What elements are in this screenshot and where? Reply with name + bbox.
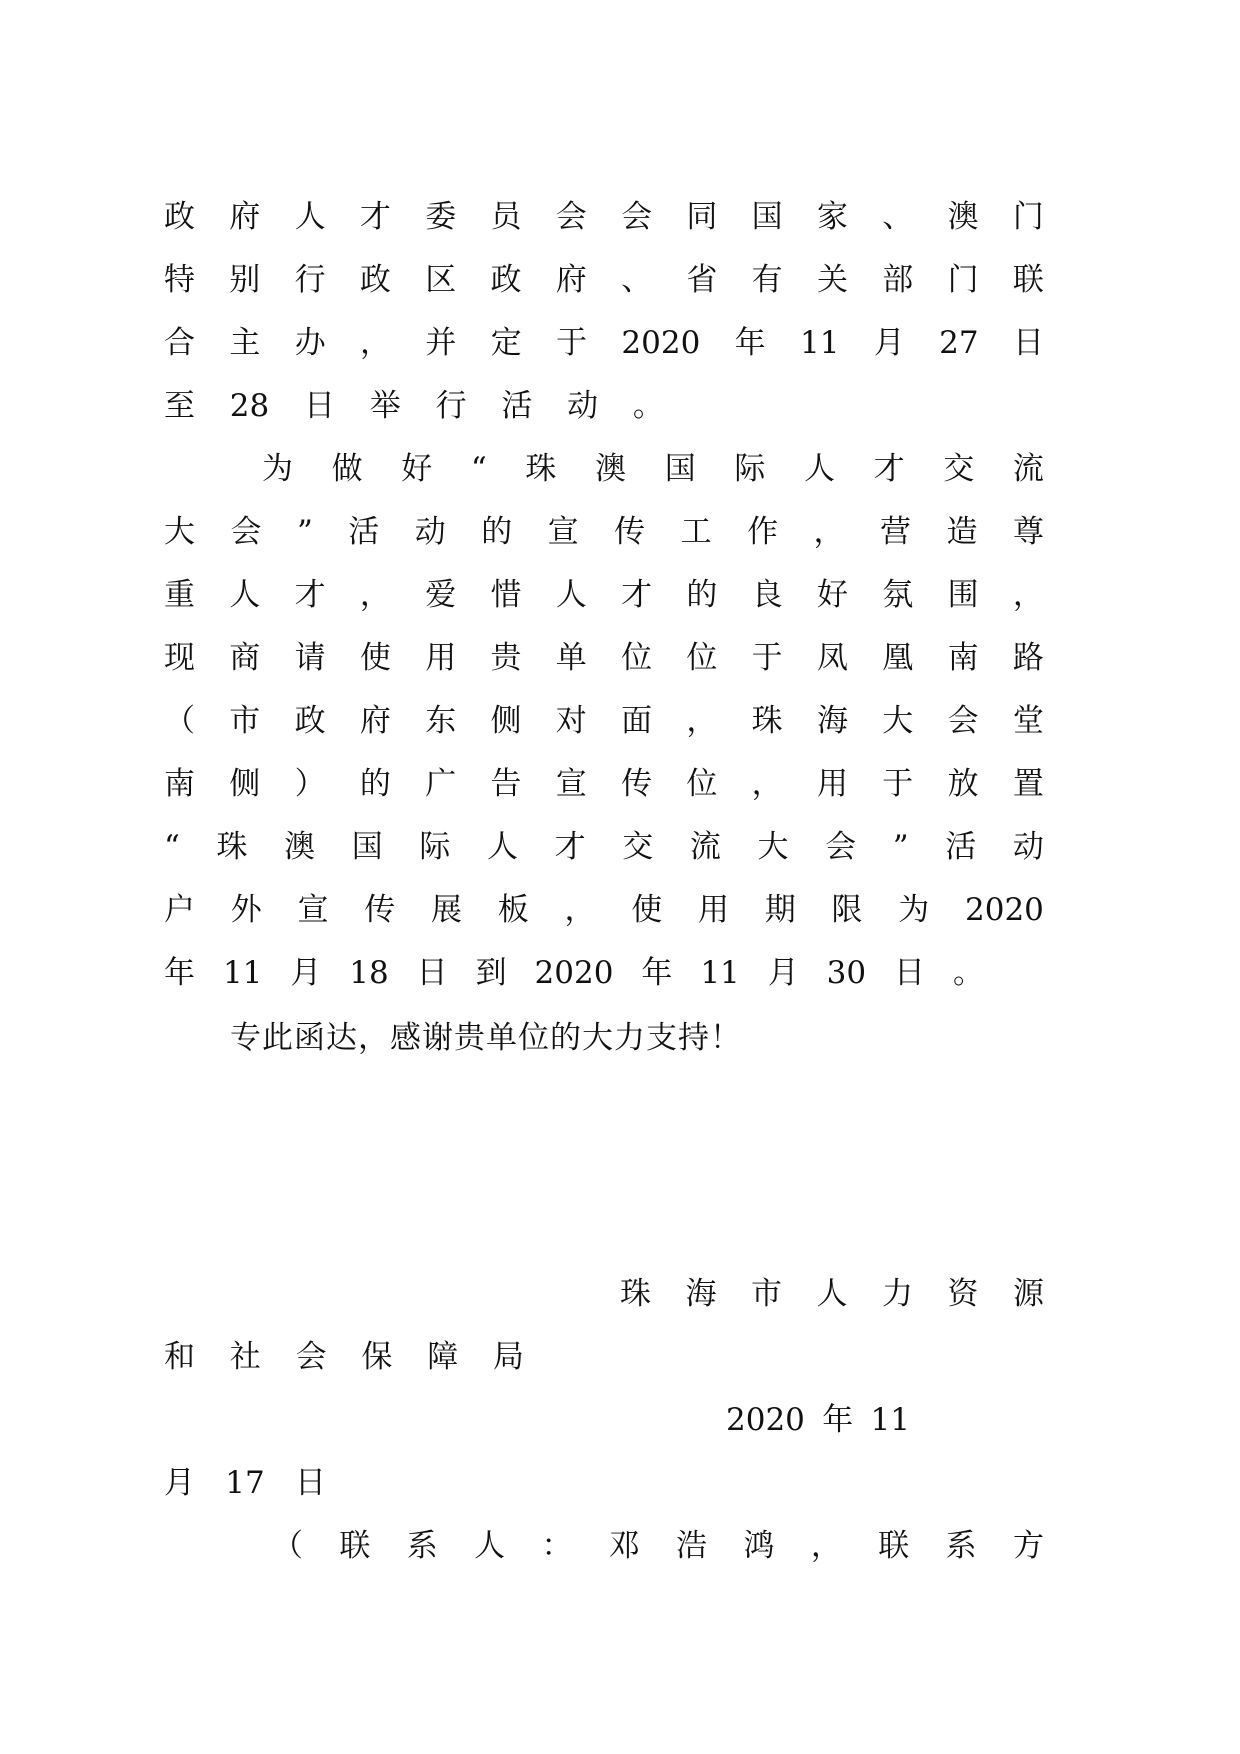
text-token: 珠 bbox=[620, 1276, 651, 1312]
text-token: 日 bbox=[304, 388, 336, 424]
text-token: 鸿 bbox=[743, 1528, 775, 1564]
text-token: 邓 bbox=[608, 1528, 640, 1564]
text-token: 府 bbox=[555, 262, 587, 298]
text-token: 月 bbox=[164, 1465, 195, 1501]
text-token: 国 bbox=[351, 829, 383, 865]
text-token: 位 bbox=[621, 640, 653, 676]
text-token: 至 bbox=[164, 388, 195, 424]
text-token: 会 bbox=[621, 199, 653, 235]
text-token: ” bbox=[892, 829, 909, 865]
text-token: 动 bbox=[414, 514, 446, 550]
text-token: 才 bbox=[359, 199, 391, 235]
text-token: 好 bbox=[816, 577, 848, 613]
body-line-6 bbox=[164, 500, 1044, 564]
body-line-4 bbox=[164, 374, 664, 438]
text-token: 堂 bbox=[1012, 703, 1044, 739]
text-token: 政 bbox=[359, 262, 391, 298]
text-token: 凤 bbox=[816, 640, 848, 676]
text-token: 活 bbox=[945, 829, 977, 865]
text-token: 的 bbox=[481, 514, 513, 550]
text-token: 良 bbox=[751, 577, 783, 613]
text-token: 并 bbox=[425, 325, 457, 361]
text-token: 大 bbox=[757, 829, 789, 865]
text-token: 门 bbox=[1012, 199, 1044, 235]
text-token: 为 bbox=[898, 892, 930, 928]
text-token: ， bbox=[686, 703, 718, 739]
text-token: 市 bbox=[229, 703, 261, 739]
text-token: 东 bbox=[425, 703, 457, 739]
text-token: 于 bbox=[556, 325, 588, 361]
text-token: 会 bbox=[825, 829, 857, 865]
text-token: 尊 bbox=[1012, 514, 1044, 550]
text-token: 系 bbox=[945, 1528, 977, 1564]
text-token: 请 bbox=[294, 640, 326, 676]
text-token: 传 bbox=[364, 892, 396, 928]
text-token: 年 bbox=[734, 325, 766, 361]
text-token: 浩 bbox=[676, 1528, 708, 1564]
text-token: 的 bbox=[686, 577, 718, 613]
text-token: 围 bbox=[947, 577, 979, 613]
text-token: 联 bbox=[1012, 262, 1044, 298]
text-token: 用 bbox=[425, 640, 457, 676]
date-line-2 bbox=[164, 1451, 326, 1515]
text-token: 举 bbox=[369, 388, 401, 424]
text-token: 特 bbox=[164, 262, 195, 298]
text-token: 面 bbox=[621, 703, 653, 739]
text-token: 17 bbox=[225, 1465, 265, 1501]
contact-line-1 bbox=[272, 1514, 1044, 1578]
text-token: 11 bbox=[700, 955, 740, 991]
text-token: ， bbox=[810, 1528, 842, 1564]
text-token: 会 bbox=[555, 199, 587, 235]
text-token: 氛 bbox=[882, 577, 914, 613]
text-token: 才 bbox=[621, 577, 653, 613]
text-token: ， bbox=[751, 766, 783, 802]
text-token: 惜 bbox=[490, 577, 522, 613]
text-token: 商 bbox=[229, 640, 261, 676]
text-token: 凰 bbox=[882, 640, 914, 676]
text-token: ） bbox=[294, 766, 326, 802]
text-token: 合 bbox=[164, 325, 195, 361]
text-token: 南 bbox=[947, 640, 979, 676]
text-token: 流 bbox=[1012, 451, 1044, 487]
body-line-3 bbox=[164, 311, 1044, 375]
text-token: 保 bbox=[361, 1339, 393, 1375]
text-token: 月 bbox=[873, 325, 905, 361]
text-token: 联 bbox=[339, 1528, 371, 1564]
text-token: （ bbox=[164, 703, 195, 739]
text-token: 交 bbox=[622, 829, 654, 865]
body-line-11 bbox=[164, 815, 1044, 879]
text-token: 政 bbox=[164, 199, 195, 235]
text-token: 人 bbox=[474, 1528, 506, 1564]
text-token: “ bbox=[164, 829, 180, 865]
text-token: （ bbox=[272, 1528, 303, 1564]
text-token: 行 bbox=[435, 388, 467, 424]
body-line-12 bbox=[164, 878, 1044, 942]
text-token: ， bbox=[1012, 577, 1044, 613]
text-token: 重 bbox=[164, 577, 195, 613]
text-token: 位 bbox=[686, 640, 718, 676]
text-token: 位 bbox=[686, 766, 718, 802]
text-token: 28 bbox=[229, 388, 270, 424]
text-token: 限 bbox=[831, 892, 863, 928]
text-token: 国 bbox=[664, 451, 696, 487]
text-token: 期 bbox=[764, 892, 796, 928]
text-token: 局 bbox=[492, 1339, 524, 1375]
signature-line-2 bbox=[164, 1325, 524, 1389]
text-token: 为 bbox=[262, 451, 293, 487]
text-token: 用 bbox=[816, 766, 848, 802]
text-token: 户 bbox=[164, 892, 195, 928]
text-token: ： bbox=[541, 1528, 573, 1564]
text-token: ” bbox=[296, 514, 313, 550]
text-token: 才 bbox=[873, 451, 905, 487]
text-token: ， bbox=[564, 892, 596, 928]
text-token: 置 bbox=[1012, 766, 1044, 802]
text-token: 家 bbox=[816, 199, 848, 235]
text-token: 传 bbox=[614, 514, 646, 550]
text-token: 有 bbox=[751, 262, 783, 298]
text-token: 2020 bbox=[621, 325, 701, 361]
text-token: 11 bbox=[800, 325, 840, 361]
text-token: 活 bbox=[501, 388, 533, 424]
body-line-2 bbox=[164, 248, 1044, 312]
text-token: 月 bbox=[767, 955, 799, 991]
text-token: 珠 bbox=[216, 829, 248, 865]
text-token: 大 bbox=[164, 514, 195, 550]
text-token: 府 bbox=[229, 199, 261, 235]
text-token: 国 bbox=[751, 199, 783, 235]
text-token: 员 bbox=[490, 199, 522, 235]
text-token: 市 bbox=[751, 1276, 782, 1312]
text-token: 区 bbox=[425, 262, 457, 298]
text-token: 11 bbox=[870, 1402, 910, 1438]
text-token: 现 bbox=[164, 640, 195, 676]
text-token: 人 bbox=[486, 829, 518, 865]
text-token: 和 bbox=[164, 1339, 195, 1375]
text-token: 府 bbox=[359, 703, 391, 739]
body-line-10 bbox=[164, 752, 1044, 816]
text-token: 广 bbox=[425, 766, 457, 802]
text-token: 大 bbox=[882, 703, 914, 739]
text-token: 澳 bbox=[595, 451, 627, 487]
text-token: 行 bbox=[294, 262, 326, 298]
text-token: 政 bbox=[490, 262, 522, 298]
text-token: “ bbox=[470, 451, 487, 487]
text-token: 社 bbox=[229, 1339, 261, 1375]
text-token: 、 bbox=[882, 199, 914, 235]
text-token: 展 bbox=[431, 892, 462, 928]
text-token: 人 bbox=[816, 1276, 848, 1312]
text-token: 人 bbox=[229, 577, 261, 613]
text-token: 2020 bbox=[534, 955, 614, 991]
text-token: 别 bbox=[229, 262, 261, 298]
text-token: 定 bbox=[490, 325, 522, 361]
text-token: 使 bbox=[359, 640, 391, 676]
text-token: 南 bbox=[164, 766, 195, 802]
text-token: 30 bbox=[826, 955, 867, 991]
closing-sentence: 专此函达，感谢贵单位的大力支持！ bbox=[230, 1020, 742, 1056]
text-token: 做 bbox=[331, 451, 363, 487]
text-token: 主 bbox=[229, 325, 261, 361]
text-token: 爱 bbox=[425, 577, 457, 613]
text-token: 澳 bbox=[947, 199, 979, 235]
text-token: 使 bbox=[631, 892, 663, 928]
text-token: 关 bbox=[816, 262, 848, 298]
body-line-5 bbox=[262, 437, 1044, 501]
text-token: ， bbox=[813, 514, 845, 550]
text-token: 日 bbox=[294, 1465, 326, 1501]
text-token: 18 bbox=[349, 955, 389, 991]
text-token: 于 bbox=[882, 766, 914, 802]
text-token: 才 bbox=[294, 577, 326, 613]
text-token: 日 bbox=[1012, 325, 1044, 361]
text-token: 方 bbox=[1012, 1528, 1044, 1564]
text-token: 人 bbox=[803, 451, 835, 487]
text-token: 资 bbox=[947, 1276, 979, 1312]
text-token: 系 bbox=[406, 1528, 438, 1564]
text-token: 工 bbox=[680, 514, 712, 550]
text-token: ， bbox=[360, 325, 392, 361]
text-token: 源 bbox=[1013, 1276, 1044, 1312]
text-token: 障 bbox=[427, 1339, 459, 1375]
text-token: 力 bbox=[882, 1276, 913, 1312]
text-token: 板 bbox=[497, 892, 529, 928]
text-token: 人 bbox=[294, 199, 326, 235]
text-token: 放 bbox=[947, 766, 979, 802]
text-token: 际 bbox=[419, 829, 451, 865]
text-token: 同 bbox=[686, 199, 718, 235]
body-line-7 bbox=[164, 563, 1044, 627]
text-token: 2020 bbox=[965, 892, 1044, 928]
text-token: ， bbox=[359, 577, 391, 613]
text-token: 会 bbox=[947, 703, 979, 739]
text-token: 年 bbox=[164, 955, 195, 991]
text-token: 省 bbox=[686, 262, 718, 298]
text-token: 。 bbox=[952, 955, 984, 991]
text-token: 好 bbox=[401, 451, 433, 487]
text-token: 会 bbox=[295, 1339, 327, 1375]
text-token: 宣 bbox=[555, 766, 587, 802]
text-token: 交 bbox=[943, 451, 975, 487]
text-token: 贵 bbox=[490, 640, 522, 676]
text-token: 侧 bbox=[490, 703, 522, 739]
text-token: 珠 bbox=[751, 703, 783, 739]
text-token: 于 bbox=[751, 640, 783, 676]
body-line-9 bbox=[164, 689, 1044, 753]
text-token: 年 bbox=[641, 955, 673, 991]
text-token: 外 bbox=[230, 892, 262, 928]
signature-line-1 bbox=[620, 1262, 1044, 1326]
text-token: 动 bbox=[567, 388, 599, 424]
text-token: 路 bbox=[1012, 640, 1044, 676]
text-token: 联 bbox=[878, 1528, 910, 1564]
text-token: 、 bbox=[621, 262, 653, 298]
text-token: 宣 bbox=[297, 892, 329, 928]
text-token: 澳 bbox=[284, 829, 316, 865]
text-token: 的 bbox=[359, 766, 391, 802]
body-line-13 bbox=[164, 941, 984, 1005]
text-token: 11 bbox=[222, 955, 263, 991]
text-token: 27 bbox=[939, 325, 979, 361]
text-token: 传 bbox=[621, 766, 653, 802]
text-token: 用 bbox=[698, 892, 729, 928]
text-token: 单 bbox=[555, 640, 587, 676]
body-line-8 bbox=[164, 626, 1044, 690]
text-token: 际 bbox=[734, 451, 766, 487]
text-token: 活 bbox=[348, 514, 380, 550]
text-token: 海 bbox=[685, 1276, 717, 1312]
text-token: 告 bbox=[490, 766, 522, 802]
text-token: 到 bbox=[475, 955, 507, 991]
text-token: 动 bbox=[1012, 829, 1044, 865]
body-line-1 bbox=[164, 185, 1044, 249]
text-token: 年 bbox=[822, 1402, 854, 1438]
text-token: 门 bbox=[947, 262, 979, 298]
text-token: 海 bbox=[816, 703, 848, 739]
text-token: 委 bbox=[425, 199, 457, 235]
date-line-1 bbox=[726, 1388, 910, 1452]
text-token: 日 bbox=[416, 955, 448, 991]
text-token: 才 bbox=[554, 829, 586, 865]
text-token: 人 bbox=[555, 577, 587, 613]
text-token: 部 bbox=[882, 262, 914, 298]
text-token: 政 bbox=[294, 703, 326, 739]
text-token: 办 bbox=[294, 325, 326, 361]
text-token: 侧 bbox=[229, 766, 261, 802]
text-token: 流 bbox=[689, 829, 721, 865]
text-token: 珠 bbox=[525, 451, 557, 487]
text-token: 营 bbox=[880, 514, 912, 550]
text-token: 对 bbox=[555, 703, 587, 739]
text-token: 宣 bbox=[547, 514, 579, 550]
text-token: 造 bbox=[946, 514, 978, 550]
text-token: 2020 bbox=[726, 1402, 805, 1438]
text-token: 日 bbox=[894, 955, 926, 991]
text-token: 会 bbox=[230, 514, 262, 550]
text-token: 月 bbox=[290, 955, 322, 991]
text-token: 。 bbox=[632, 388, 664, 424]
text-token: 作 bbox=[747, 514, 779, 550]
